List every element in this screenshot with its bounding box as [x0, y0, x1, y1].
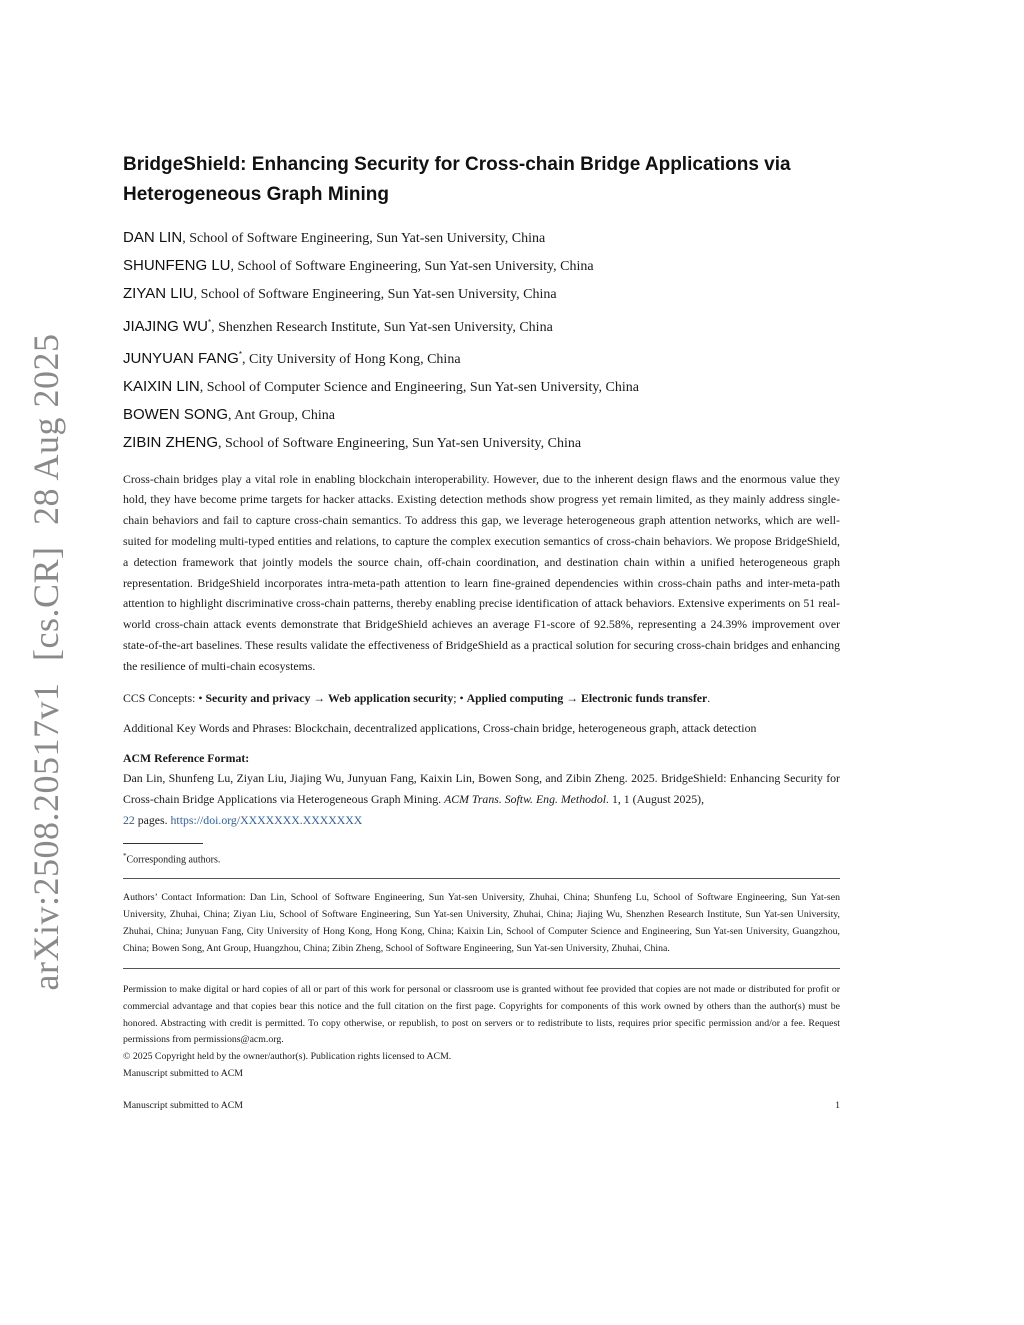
author-entry [123, 224, 840, 252]
author-name: KAIXIN LIN [123, 378, 200, 396]
page-number: 1 [835, 1100, 840, 1111]
contact-divider [123, 878, 840, 879]
author-name: BOWEN SONG [123, 406, 229, 424]
keywords: Additional Key Words and Phrases: Blockchain, decentralized applications, Cross-chain bridge, heterogeneous graph, attack detection [123, 721, 757, 736]
ccs-concept: Security and privacy [205, 691, 311, 706]
author-entry [123, 341, 840, 373]
ccs-concept: Applied computing [466, 691, 564, 706]
author-entry [123, 429, 840, 457]
author-name: JIAJING WU* [123, 317, 212, 335]
footnote-divider [123, 843, 203, 844]
authors-contact-information: Authors’ Contact Information: Dan Lin, School of Software Engineering, Sun Yat-sen University, Zhuhai, China; Shunfeng Lu, School of Software Engineering, Sun Yat-sen University, Zhuhai, China; Ziyan Liu, School of Software Engineering, Sun Yat-sen University, Zhuhai, China; Jiajing Wu, Shenzhen Research Institute, Sun Yat-sen University, Zhuhai, China; Junyuan Fang, City University of Hong Kong, Hong Kong, China; Kaixin Lin, School of Computer Science and Engineering, Sun Yat-sen University, Guangzhou, China; Bowen Song, Ant Group, Huangzhou, China; Zibin Zheng, School of Software Engineering, Sun Yat-sen University, Zhuhai, China. [123, 892, 840, 954]
abstract-text: Cross-chain bridges play a vital role in enabling blockchain interoperability. However, due to the inherent design flaws and the enormous value they hold, they have become prime targets for hacker attacks. Existing detection methods show progress yet remain limited, as they mainly address single-chain behaviors and fail to capture cross-chain semantics. To address this gap, we leverage heterogeneous graph attention networks, which are well-suited for modeling multi-typed entities and relations, to capture the complex execution semantics of cross-chain behaviors. We propose BridgeShield, a detection framework that jointly models the source chain, off-chain coordination, and destination chain within a unified heterogeneous graph representation. BridgeShield incorporates intra-meta-path attention to learn fine-grained dependencies within cross-chain paths and inter-meta-path attention to highlight discriminative cross-chain patterns, thereby enabling precise identification of attack behaviors. Extensive experiments on 51 real-world cross-chain attack events demonstrate that BridgeShield achieves an average F1-score of 92.58%, representing a 24.39% improvement over state-of-the-art baselines. These results validate the effectiveness of BridgeShield as a practical solution for securing cross-chain bridges and enhancing the resilience of multi-chain ecosystems. [123, 471, 840, 673]
arxiv-id: arXiv:2508.20517v1 [26, 682, 66, 991]
author-affiliation: , Ant Group, China [228, 408, 335, 424]
author-affiliation: , City University of Hong Kong, China [241, 351, 461, 367]
paper-first-page [123, 150, 840, 1083]
ccs-concept: Web application security [328, 691, 454, 706]
paper-title: BridgeShield: Enhancing Security for Cross-chain Bridge Applications via Heterogeneous Graph Mining [123, 154, 791, 205]
corresponding-mark: * [208, 317, 212, 327]
author-affiliation: , School of Software Engineering, Sun Yat-sen University, China [182, 231, 546, 246]
author-affiliation: , School of Software Engineering, Sun Yat-sen University, China [230, 259, 594, 275]
footer-left-text: Manuscript submitted to ACM [123, 1100, 244, 1111]
corresponding-authors-footnote: *Corresponding authors. [123, 851, 221, 866]
journal-name: ACM Trans. Softw. Eng. Methodol. [444, 792, 610, 807]
permission-divider [123, 968, 840, 969]
permission-notice: Permission to make digital or hard copies of all or part of this work for personal or classroom use is granted without fee provided that copies are not made or distributed for profit or commercial advantage and that copies bear this notice and the full citation on the first page. Copyrights for components of this work owned by others than the author(s) must be honored. Abstracting with credit is permitted. To copy otherwise, or republish, to post on servers or to redistribute to lists, requires prior specific permission and/or a fee. Request permissions from permissions@acm.org. [123, 983, 840, 1046]
author-affiliation: , Shenzhen Research Institute, Sun Yat-sen University, China [211, 319, 553, 335]
author-entry [123, 309, 840, 341]
author-name: DAN LIN [123, 229, 183, 246]
manuscript-note: Manuscript submitted to ACM [123, 1068, 244, 1080]
corresponding-mark: * [238, 349, 242, 359]
author-name: JUNYUAN FANG* [123, 349, 242, 367]
author-name: ZIBIN ZHENG [123, 434, 219, 452]
author-entry [123, 280, 840, 308]
author-entry [123, 373, 840, 401]
author-entry [123, 401, 840, 429]
arxiv-category: [cs.CR] [26, 546, 66, 662]
author-name: ZIYAN LIU [123, 285, 194, 303]
author-list [123, 224, 840, 458]
acm-reference-heading: ACM Reference Format: [123, 751, 250, 766]
author-name: SHUNFENG LU [123, 257, 231, 275]
arxiv-date: 28 Aug 2025 [26, 333, 66, 526]
author-affiliation: , School of Software Engineering, Sun Yat-sen University, China [218, 436, 582, 452]
arxiv-identifier-stamp [25, 328, 67, 997]
ccs-concepts: CCS Concepts: • Security and privacy → Web application security; • Applied computing → Electronic funds transfer. [123, 691, 711, 706]
copyright-notice: © 2025 Copyright held by the owner/author(s). Publication rights licensed to ACM. [123, 1051, 452, 1063]
ccs-label: CCS Concepts: [123, 691, 199, 706]
page-footer [123, 1100, 840, 1111]
doi-link[interactable]: https://doi.org/XXXXXXX.XXXXXXX [170, 812, 363, 827]
ccs-concept: Electronic funds transfer [580, 691, 708, 706]
pages-link[interactable]: 22 [123, 812, 135, 827]
acm-reference-text: Dan Lin, Shunfeng Lu, Ziyan Liu, Jiajing Wu, Junyuan Fang, Kaixin Lin, Bowen Song, and Zibin Zheng. 2025. BridgeShield: Enhancing Security for Cross-chain Bridge Applications via Heterogeneous Graph Mining. ACM Trans. Softw. Eng. Methodol. 1, 1 (August 2025), 22 pages. https://doi.org/XXXXXXX.XXXXXXX [123, 771, 840, 827]
author-affiliation: , School of Software Engineering, Sun Yat-sen University, China [193, 287, 557, 303]
author-affiliation: , School of Computer Science and Engineering, Sun Yat-sen University, China [199, 380, 639, 396]
author-entry [123, 252, 840, 280]
